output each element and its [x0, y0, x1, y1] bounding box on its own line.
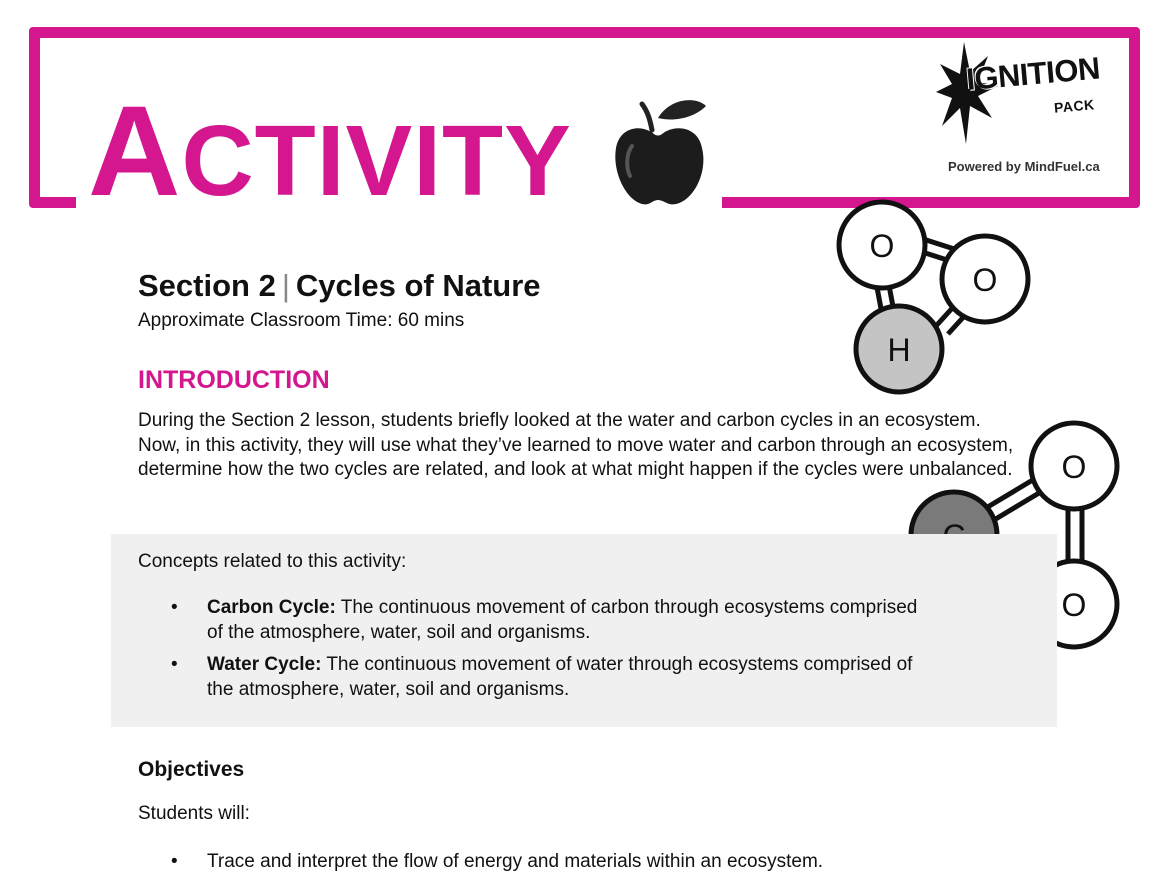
objective-item: Trace and interpret the flow of energy and materials within an ecosystem.: [207, 851, 824, 872]
molecule-oh-icon: [826, 198, 1036, 398]
bullet-dot: •: [171, 654, 178, 675]
bullet-dot: •: [171, 597, 178, 618]
powered-by-text: Powered by MindFuel.ca: [948, 159, 1100, 174]
introduction-text: During the Section 2 lesson, students briefly looked at the water and carbon cycles in an ecosystem. Now, in this activity, they will use what they’ve learned to move water and carbon through an ecosystem, determine how the two cycles are related, and look at what might happen if the cycles were unbalanced.: [138, 410, 1014, 480]
section-heading: [138, 268, 541, 304]
students-will-text: Students will:: [138, 803, 250, 824]
ignition-logo-pack: PACK: [1053, 96, 1096, 116]
ignition-logo-text: IGNITION: [964, 50, 1102, 98]
concepts-intro: Concepts related to this activity:: [138, 551, 407, 572]
atom-label: O: [972, 262, 998, 298]
apple-icon: [612, 96, 708, 206]
atom-label: O: [1061, 449, 1087, 485]
atom-label: O: [1061, 587, 1087, 623]
classroom-time: Approximate Classroom Time: 60 mins: [138, 310, 465, 331]
bullet-dot: •: [171, 851, 178, 872]
section-title: Cycles of Nature: [295, 268, 541, 303]
atom-label: H: [887, 332, 911, 368]
concept-item-water-cycle: [207, 653, 1007, 702]
concept-term: Carbon Cycle:: [207, 597, 336, 618]
activity-title: [88, 80, 572, 223]
section-separator: |: [281, 268, 290, 303]
introduction-heading: INTRODUCTION: [138, 366, 330, 394]
atom-label: O: [869, 228, 895, 264]
concept-item-carbon-cycle: [207, 596, 1007, 645]
section-label: Section 2: [138, 268, 276, 303]
activity-title-initial: A: [88, 80, 182, 223]
activity-title-rest: CTIVITY: [181, 105, 572, 217]
concept-definition: The continuous movement of water through ecosystems comprised of: [326, 654, 913, 675]
concept-definition: of the atmosphere, water, soil and organisms.: [207, 621, 591, 643]
objectives-heading: Objectives: [138, 758, 245, 781]
concept-term: Water Cycle:: [207, 654, 322, 675]
concept-definition: the atmosphere, water, soil and organisms.: [207, 678, 570, 700]
concept-definition: The continuous movement of carbon through ecosystems comprised: [340, 597, 918, 618]
